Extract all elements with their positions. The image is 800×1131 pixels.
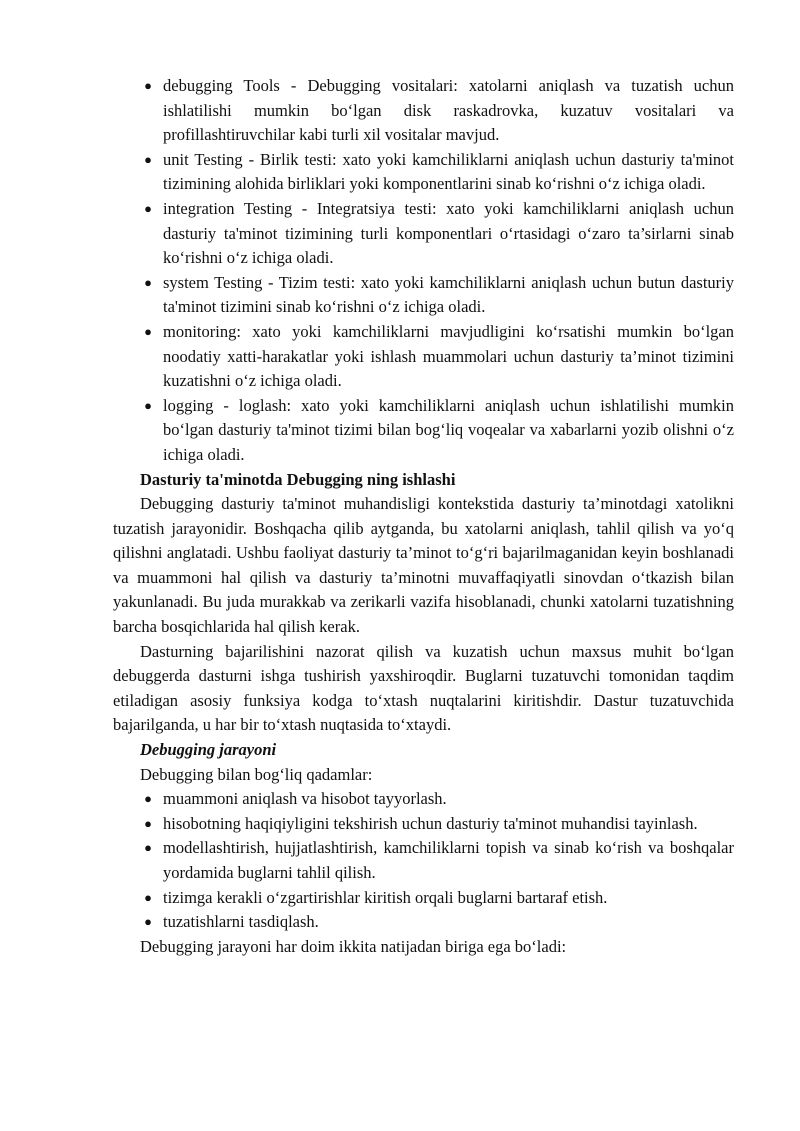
list-item-text: muammoni aniqlash va hisobot tayyorlash. [163, 789, 447, 809]
list-item-text: logging - loglash: xato yoki kamchiliklarni aniqlash uchun ishlatilishi mumkin bo‘lgan dasturiy ta'minot tizimi bilan bog‘liq voqealar va xabarlarni yozib olishni o‘z ichiga oladi. [163, 395, 734, 464]
list-item [113, 320, 734, 394]
bullet-icon: ● [144, 840, 152, 856]
list-item-text: hisobotning haqiqiyligini tekshirish uchun dasturiy ta'minot muhandisi tayinlash. [163, 813, 698, 833]
list-item [113, 74, 734, 148]
bullet-icon: ● [144, 791, 152, 807]
tools-bullet-list [113, 74, 734, 468]
list-item [113, 910, 734, 935]
closing-line: Debugging jarayoni har doim ikkita natijadan biriga ega bo‘ladi: [140, 936, 567, 956]
list-item-text: tuzatishlarni tasdiqlash. [163, 912, 319, 932]
bullet-icon: ● [144, 151, 152, 167]
list-item-text: system Testing - Tizim testi: xato yoki kamchiliklarni aniqlash uchun butun dasturiy ta'minot tizimini sinab ko‘rishni o‘z ichiga oladi. [163, 272, 734, 317]
bullet-icon: ● [144, 889, 152, 905]
bullet-icon: ● [144, 397, 152, 413]
bullet-icon: ● [144, 274, 152, 290]
list-item [113, 271, 734, 320]
section-subheading: Debugging jarayoni [140, 740, 277, 760]
list-item-text: unit Testing - Birlik testi: xato yoki kamchiliklarni aniqlash uchun dasturiy ta'minot tizimining alohida birliklari yoki komponentlarini sinab ko‘rishni o‘z ichiga oladi. [163, 149, 734, 194]
list-item [113, 787, 734, 812]
list-item-text: debugging Tools - Debugging vositalari: xatolarni aniqlash va tuzatish uchun ishlatilishi mumkin bo‘lgan disk raskadrovka, kuzatuv vositalari va profillashtiruvchilar kabi turli xil vositalar mavjud. [163, 76, 734, 145]
list-item [113, 394, 734, 468]
bullet-icon: ● [144, 815, 152, 831]
bullet-icon: ● [144, 914, 152, 930]
list-item [113, 886, 734, 911]
list-item [113, 836, 734, 885]
section-heading: Dasturiy ta'minotda Debugging ning ishlashi [140, 469, 456, 489]
list-item [113, 197, 734, 271]
list-item [113, 148, 734, 197]
bullet-icon: ● [144, 78, 152, 93]
bullet-icon: ● [144, 323, 152, 339]
steps-intro: Debugging bilan bog‘liq qadamlar: [140, 764, 373, 784]
list-item-text: integration Testing - Integratsiya testi: xato yoki kamchiliklarni aniqlash uchun dasturiy ta'minot tizimining turli komponentlari o‘rtasidagi o‘zaro ta’sirlarni sinab ko‘rishni o‘z ichiga oladi. [163, 198, 734, 268]
document-page [113, 74, 734, 959]
list-item-text: tizimga kerakli o‘zgartirishlar kiritish orqali buglarni bartaraf etish. [163, 887, 608, 907]
list-item-text: monitoring: xato yoki kamchiliklarni mavjudligini ko‘rsatishi mumkin bo‘lgan noodatiy xatti-harakatlar yoki ishlash muammolari uchun dasturiy ta’minot tizimini kuzatishni o‘z ichiga oladi. [163, 321, 734, 391]
list-item [113, 812, 734, 837]
paragraph-debugging-definition: Debugging dasturiy ta'minot muhandisligi kontekstida dasturiy ta’minotdagi xatolikni tuzatish jarayonidir. Boshqacha qilib aytganda, bu xatolarni aniqlash, tahlil qilish va yo‘q qilishni anglatadi. Ushbu faoliyat dasturiy ta’minot to‘g‘ri bajarilmaganidan keyin boshlanadi va muammoni hal qilish va dasturiy ta’minotni muvaffaqiyatli sinovdan o‘tkazish bilan yakunlanadi. Bu juda murakkab va zerikarli vazifa hisoblanadi, chunki xatolarni tuzatishning barcha bosqichlarida hal qilish kerak. [113, 494, 734, 637]
list-item-text: modellashtirish, hujjatlashtirish, kamchiliklarni topish va sinab ko‘rish va boshqalar yordamida buglarni tahlil qilish. [163, 838, 734, 882]
steps-bullet-list [113, 787, 734, 935]
paragraph-debugger-usage: Dasturning bajarilishini nazorat qilish va kuzatish uchun maxsus muhit bo‘lgan debuggerda dasturni ishga tushirish yaxshiroqdir. Buglarni tuzatuvchi tomonidan taqdim etiladigan asosiy funksiya kodga to‘xtash nuqtalarini kiritishdir. Dastur tuzatuvchida bajarilganda, u har bir to‘xtash nuqtasida to‘xtaydi. [113, 641, 734, 735]
bullet-icon: ● [144, 200, 152, 216]
